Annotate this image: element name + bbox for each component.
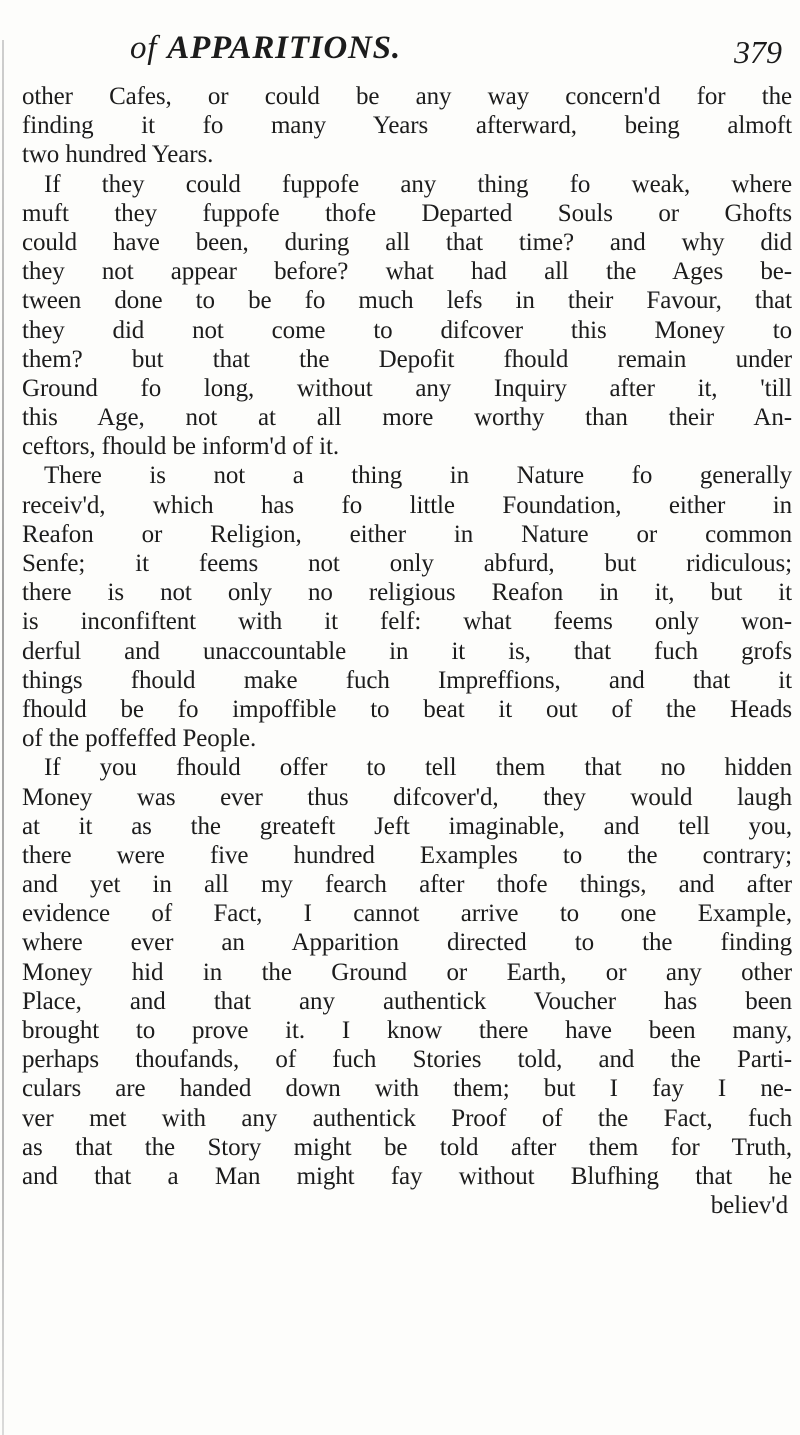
- text-line: brought to prove it. I know there have been many,: [22, 1017, 792, 1044]
- text-line: and that a Man might fay without Blufhing that he: [22, 1162, 792, 1190]
- text-line: Ground fo long, without any Inquiry after it, 'till: [22, 374, 792, 402]
- paragraph-start-line: If they could fuppofe any thing fo weak, where: [44, 170, 792, 198]
- text-line: Reafon or Religion, either in Nature or common: [22, 520, 792, 548]
- paragraph-start-line: If you fhould offer to tell them that no hidden: [44, 754, 792, 782]
- text-line: is inconfiftent with it felf: what feems only won-: [22, 608, 792, 636]
- text-line: receiv'd, which has fo little Foundation, either in: [22, 491, 792, 519]
- text-line: ver met with any authentick Proof of the Fact, fuch: [22, 1104, 792, 1132]
- body-text: [22, 82, 792, 1220]
- text-line: derful and unaccountable in it is, that fuch grofs: [22, 637, 792, 665]
- text-line: muft they fuppofe thofe Departed Souls or Ghofts: [22, 199, 792, 227]
- text-line: and yet in all my fearch after thofe things, and after: [22, 871, 792, 899]
- text-line: Place, and that any authentick Voucher has been: [22, 987, 792, 1015]
- text-line: there were five hundred Examples to the contrary;: [22, 841, 792, 869]
- paragraph-start-line: There is not a thing in Nature fo generally: [44, 462, 792, 490]
- text-line: where ever an Apparition directed to the finding: [22, 929, 792, 957]
- running-title: [130, 30, 401, 67]
- text-line: at it as the greateft Jeft imaginable, and tell you,: [22, 812, 792, 840]
- gutter-shadow: [2, 40, 4, 1435]
- text-line: perhaps thoufands, of fuch Stories told, and the Parti-: [22, 1046, 792, 1074]
- text-line: finding it fo many Years afterward, being almoft: [22, 112, 792, 140]
- text-line: of the poffeffed People.: [22, 725, 257, 753]
- running-title-text: APPARITIONS.: [167, 30, 401, 66]
- text-line: fhould be fo impoffible to beat it out of the Heads: [22, 695, 792, 723]
- text-line: as that the Story might be told after them for Truth,: [22, 1133, 792, 1161]
- text-line: two hundred Years.: [22, 141, 214, 169]
- text-line: ceftors, fhould be inform'd of it.: [22, 433, 339, 461]
- running-header: [130, 30, 782, 80]
- page-number: 379: [734, 34, 782, 70]
- text-line: this Age, not at all more worthy than their An-: [22, 404, 792, 432]
- text-line: Money hid in the Ground or Earth, or any other: [22, 958, 792, 986]
- text-line: Senfe; it feems not only abfurd, but ridiculous;: [22, 550, 792, 577]
- text-line: other Cafes, or could be any way concern'd for the: [22, 83, 792, 110]
- text-line: they not appear before? what had all the Ages be-: [22, 258, 792, 286]
- text-line: there is not only no religious Reafon in it, but it: [22, 579, 792, 607]
- running-title-of: of: [130, 30, 158, 66]
- text-line: culars are handed down with them; but I fay I ne-: [22, 1075, 792, 1103]
- text-line: evidence of Fact, I cannot arrive to one Example,: [22, 900, 792, 928]
- text-line: tween done to be fo much lefs in their Favour, that: [22, 287, 792, 315]
- catchword: believ'd: [710, 1192, 788, 1220]
- text-line: things fhould make fuch Impreffions, and that it: [22, 666, 792, 694]
- text-line: them? but that the Depofit fhould remain under: [22, 345, 792, 373]
- text-line: they did not come to difcover this Money to: [22, 316, 792, 344]
- text-line: could have been, during all that time? and why did: [22, 228, 792, 256]
- text-line: Money was ever thus difcover'd, they would laugh: [22, 783, 792, 811]
